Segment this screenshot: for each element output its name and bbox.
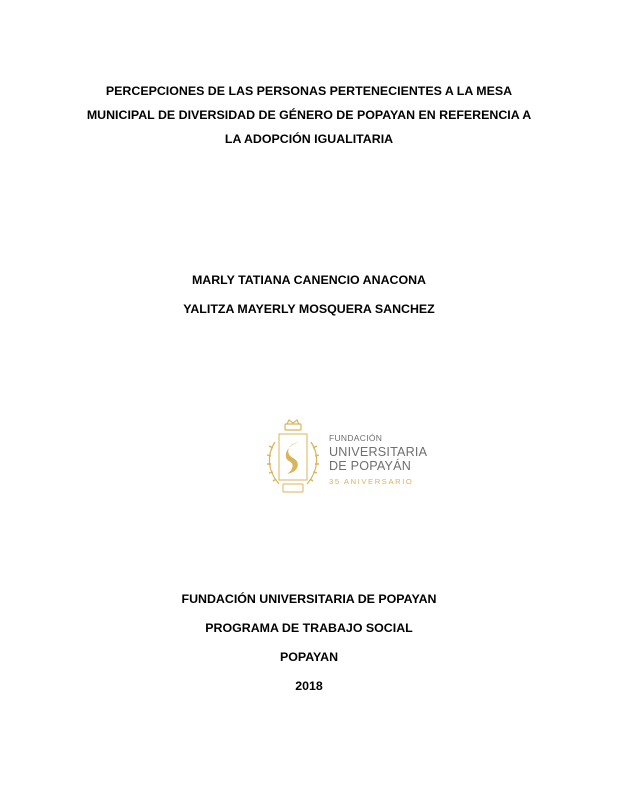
year: 2018 — [295, 679, 323, 693]
title-line-2: MUNICIPAL DE DIVERSIDAD DE GÉNERO DE POPAYAN EN REFERENCIA A — [86, 108, 532, 122]
author-1: MARLY TATIANA CANENCIO ANACONA — [191, 273, 427, 287]
logo-anniversary: 35 ANIVERSARIO — [329, 476, 414, 486]
university-logo — [263, 418, 433, 500]
author-2: YALITZA MAYERLY MOSQUERA SANCHEZ — [183, 302, 435, 316]
university-seal-icon — [263, 418, 325, 500]
logo-line-3: DE POPAYÁN — [329, 459, 412, 474]
title-line-3: LA ADOPCIÓN IGUALITARIA — [224, 132, 394, 146]
logo-line-1: FUNDACIÓN — [329, 433, 383, 443]
institution-name: FUNDACIÓN UNIVERSITARIA DE POPAYAN — [181, 592, 437, 606]
program-name: PROGRAMA DE TRABAJO SOCIAL — [205, 621, 413, 635]
city: POPAYAN — [279, 650, 339, 664]
logo-line-2: UNIVERSITARIA — [329, 444, 428, 459]
title-line-1: PERCEPCIONES DE LAS PERSONAS PERTENECIENTES A LA MESA — [105, 84, 513, 98]
logo-wordmark — [329, 434, 427, 485]
